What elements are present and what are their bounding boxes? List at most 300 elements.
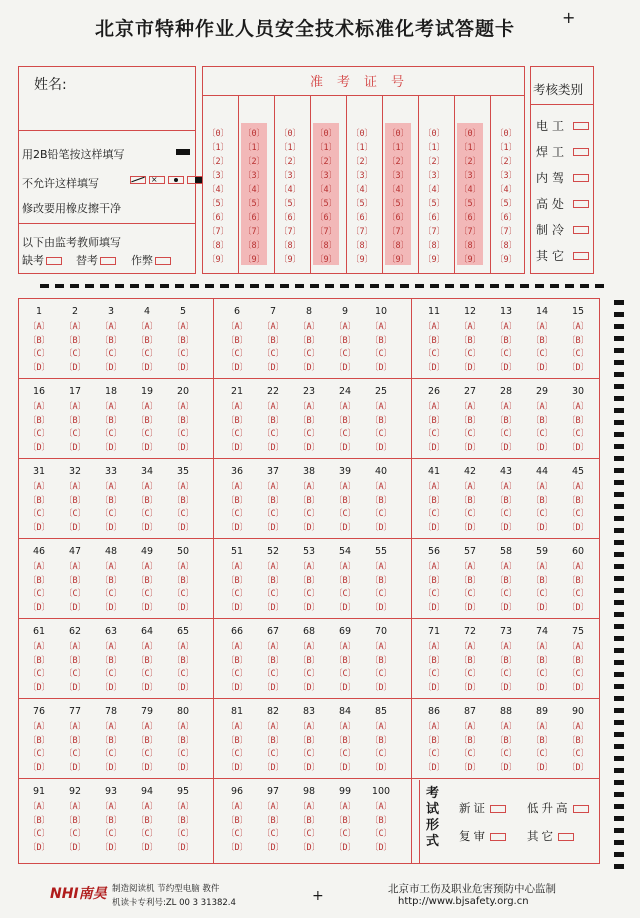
answer-bubble[interactable]: 〔C〕 (171, 829, 195, 839)
answer-bubble[interactable]: 〔C〕 (333, 349, 357, 359)
exam-id-digit-bubble[interactable]: 〔1〕 (350, 143, 374, 153)
category-bubble[interactable] (573, 122, 589, 130)
answer-bubble[interactable]: 〔C〕 (422, 669, 446, 679)
exam-id-digit-bubble[interactable]: 〔6〕 (458, 213, 482, 223)
answer-bubble[interactable]: 〔B〕 (171, 655, 195, 666)
answer-bubble[interactable]: 〔B〕 (135, 735, 159, 746)
exam-id-digit-bubble[interactable]: 〔7〕 (242, 227, 266, 237)
answer-bubble[interactable]: 〔B〕 (225, 335, 249, 346)
exam-id-digit-bubble[interactable]: 〔4〕 (386, 185, 410, 195)
answer-bubble[interactable]: 〔B〕 (530, 335, 554, 346)
answer-bubble[interactable]: 〔C〕 (566, 669, 590, 679)
answer-bubble[interactable]: 〔A〕 (171, 642, 195, 652)
exam-id-digit-bubble[interactable]: 〔6〕 (206, 213, 230, 223)
answer-bubble[interactable]: 〔A〕 (261, 482, 285, 492)
answer-bubble[interactable]: 〔C〕 (458, 749, 482, 759)
answer-bubble[interactable]: 〔C〕 (225, 429, 249, 439)
exam-id-digit-bubble[interactable]: 〔3〕 (206, 171, 230, 181)
answer-bubble[interactable]: 〔C〕 (99, 829, 123, 839)
answer-bubble[interactable]: 〔A〕 (63, 562, 87, 572)
answer-bubble[interactable]: 〔A〕 (530, 642, 554, 652)
exam-id-digit-bubble[interactable]: 〔0〕 (242, 129, 266, 139)
answer-bubble[interactable]: 〔D〕 (369, 442, 393, 453)
answer-bubble[interactable]: 〔B〕 (494, 575, 518, 586)
exam-id-digit-bubble[interactable]: 〔3〕 (458, 171, 482, 181)
answer-bubble[interactable]: 〔C〕 (422, 349, 446, 359)
answer-bubble[interactable]: 〔B〕 (458, 495, 482, 506)
answer-bubble[interactable]: 〔A〕 (422, 562, 446, 572)
answer-bubble[interactable]: 〔B〕 (297, 335, 321, 346)
answer-bubble[interactable]: 〔D〕 (566, 522, 590, 533)
answer-bubble[interactable]: 〔D〕 (63, 682, 87, 693)
answer-bubble[interactable]: 〔D〕 (171, 842, 195, 853)
answer-bubble[interactable]: 〔A〕 (297, 322, 321, 332)
exam-id-digit-bubble[interactable]: 〔2〕 (242, 157, 266, 167)
answer-bubble[interactable]: 〔C〕 (99, 669, 123, 679)
answer-bubble[interactable]: 〔A〕 (494, 562, 518, 572)
answer-bubble[interactable]: 〔A〕 (458, 482, 482, 492)
answer-bubble[interactable]: 〔D〕 (422, 762, 446, 773)
answer-bubble[interactable]: 〔A〕 (99, 562, 123, 572)
exam-id-digit-bubble[interactable]: 〔1〕 (314, 143, 338, 153)
bubble[interactable] (46, 257, 62, 265)
answer-bubble[interactable]: 〔D〕 (171, 362, 195, 373)
answer-bubble[interactable]: 〔A〕 (333, 722, 357, 732)
answer-bubble[interactable]: 〔C〕 (171, 509, 195, 519)
answer-bubble[interactable]: 〔B〕 (566, 735, 590, 746)
exam-id-digit-bubble[interactable]: 〔9〕 (350, 255, 374, 265)
answer-bubble[interactable]: 〔B〕 (261, 735, 285, 746)
answer-bubble[interactable]: 〔D〕 (297, 762, 321, 773)
answer-bubble[interactable]: 〔C〕 (27, 509, 51, 519)
answer-bubble[interactable]: 〔C〕 (27, 349, 51, 359)
answer-bubble[interactable]: 〔A〕 (369, 482, 393, 492)
answer-bubble[interactable]: 〔B〕 (369, 415, 393, 426)
exam-id-digit-bubble[interactable]: 〔7〕 (278, 227, 302, 237)
answer-bubble[interactable]: 〔D〕 (63, 842, 87, 853)
exam-id-digit-bubble[interactable]: 〔7〕 (206, 227, 230, 237)
answer-bubble[interactable]: 〔B〕 (422, 335, 446, 346)
answer-bubble[interactable]: 〔C〕 (494, 429, 518, 439)
answer-bubble[interactable]: 〔B〕 (458, 335, 482, 346)
answer-bubble[interactable]: 〔B〕 (261, 815, 285, 826)
exam-id-digit-bubble[interactable]: 〔9〕 (386, 255, 410, 265)
answer-bubble[interactable]: 〔D〕 (297, 602, 321, 613)
exam-id-digit-bubble[interactable]: 〔8〕 (206, 241, 230, 251)
answer-bubble[interactable]: 〔B〕 (333, 495, 357, 506)
answer-bubble[interactable]: 〔A〕 (333, 402, 357, 412)
answer-bubble[interactable]: 〔A〕 (422, 722, 446, 732)
answer-bubble[interactable]: 〔A〕 (135, 402, 159, 412)
answer-bubble[interactable]: 〔B〕 (458, 735, 482, 746)
exam-id-digit-bubble[interactable]: 〔5〕 (458, 199, 482, 209)
answer-bubble[interactable]: 〔C〕 (261, 589, 285, 599)
answer-bubble[interactable]: 〔B〕 (27, 575, 51, 586)
answer-bubble[interactable]: 〔B〕 (63, 655, 87, 666)
answer-bubble[interactable]: 〔A〕 (297, 642, 321, 652)
answer-bubble[interactable]: 〔C〕 (458, 429, 482, 439)
answer-bubble[interactable]: 〔A〕 (422, 642, 446, 652)
answer-bubble[interactable]: 〔D〕 (494, 522, 518, 533)
answer-bubble[interactable]: 〔B〕 (171, 575, 195, 586)
answer-bubble[interactable]: 〔B〕 (369, 495, 393, 506)
answer-bubble[interactable]: 〔C〕 (297, 429, 321, 439)
answer-bubble[interactable]: 〔A〕 (171, 482, 195, 492)
answer-bubble[interactable]: 〔D〕 (494, 442, 518, 453)
answer-bubble[interactable]: 〔D〕 (566, 442, 590, 453)
answer-bubble[interactable]: 〔C〕 (225, 509, 249, 519)
answer-bubble[interactable]: 〔B〕 (422, 495, 446, 506)
answer-bubble[interactable]: 〔A〕 (261, 322, 285, 332)
answer-bubble[interactable]: 〔D〕 (333, 442, 357, 453)
exam-id-digit-bubble[interactable]: 〔5〕 (278, 199, 302, 209)
answer-bubble[interactable]: 〔B〕 (422, 735, 446, 746)
answer-bubble[interactable]: 〔B〕 (369, 655, 393, 666)
answer-bubble[interactable]: 〔D〕 (225, 602, 249, 613)
answer-bubble[interactable]: 〔B〕 (27, 495, 51, 506)
answer-bubble[interactable]: 〔A〕 (369, 722, 393, 732)
answer-bubble[interactable]: 〔D〕 (369, 362, 393, 373)
answer-bubble[interactable]: 〔B〕 (494, 415, 518, 426)
exam-id-digit-bubble[interactable]: 〔3〕 (422, 171, 446, 181)
answer-bubble[interactable]: 〔A〕 (99, 722, 123, 732)
answer-bubble[interactable]: 〔C〕 (530, 669, 554, 679)
answer-bubble[interactable]: 〔A〕 (369, 802, 393, 812)
answer-bubble[interactable]: 〔A〕 (63, 722, 87, 732)
answer-bubble[interactable]: 〔A〕 (99, 322, 123, 332)
answer-bubble[interactable]: 〔C〕 (458, 509, 482, 519)
answer-bubble[interactable]: 〔C〕 (63, 749, 87, 759)
answer-bubble[interactable]: 〔C〕 (297, 589, 321, 599)
answer-bubble[interactable]: 〔B〕 (261, 415, 285, 426)
category-bubble[interactable] (573, 200, 589, 208)
exam-id-digit-bubble[interactable]: 〔8〕 (494, 241, 518, 251)
bubble[interactable] (155, 257, 171, 265)
answer-bubble[interactable]: 〔D〕 (494, 762, 518, 773)
answer-bubble[interactable]: 〔B〕 (297, 495, 321, 506)
answer-bubble[interactable]: 〔A〕 (171, 322, 195, 332)
answer-bubble[interactable]: 〔D〕 (261, 842, 285, 853)
exam-id-digit-bubble[interactable]: 〔0〕 (206, 129, 230, 139)
answer-bubble[interactable]: 〔A〕 (63, 402, 87, 412)
exam-id-digit-bubble[interactable]: 〔1〕 (278, 143, 302, 153)
answer-bubble[interactable]: 〔A〕 (369, 562, 393, 572)
answer-bubble[interactable]: 〔B〕 (99, 575, 123, 586)
answer-bubble[interactable]: 〔D〕 (63, 362, 87, 373)
answer-bubble[interactable]: 〔B〕 (333, 575, 357, 586)
answer-bubble[interactable]: 〔C〕 (225, 669, 249, 679)
answer-bubble[interactable]: 〔B〕 (530, 575, 554, 586)
answer-bubble[interactable]: 〔C〕 (422, 589, 446, 599)
answer-bubble[interactable]: 〔A〕 (297, 562, 321, 572)
answer-bubble[interactable]: 〔A〕 (225, 642, 249, 652)
answer-bubble[interactable]: 〔A〕 (225, 402, 249, 412)
answer-bubble[interactable]: 〔B〕 (566, 415, 590, 426)
answer-bubble[interactable]: 〔A〕 (27, 482, 51, 492)
answer-bubble[interactable]: 〔C〕 (261, 349, 285, 359)
answer-bubble[interactable]: 〔D〕 (333, 762, 357, 773)
answer-bubble[interactable]: 〔A〕 (135, 722, 159, 732)
answer-bubble[interactable]: 〔B〕 (27, 335, 51, 346)
answer-bubble[interactable]: 〔B〕 (494, 335, 518, 346)
answer-bubble[interactable]: 〔C〕 (333, 749, 357, 759)
exam-id-digit-bubble[interactable]: 〔8〕 (242, 241, 266, 251)
answer-bubble[interactable]: 〔A〕 (63, 642, 87, 652)
exam-id-digit-bubble[interactable]: 〔1〕 (422, 143, 446, 153)
answer-bubble[interactable]: 〔B〕 (369, 735, 393, 746)
answer-bubble[interactable]: 〔A〕 (530, 402, 554, 412)
exam-id-digit-bubble[interactable]: 〔2〕 (206, 157, 230, 167)
answer-bubble[interactable]: 〔B〕 (369, 815, 393, 826)
answer-bubble[interactable]: 〔D〕 (135, 762, 159, 773)
answer-bubble[interactable]: 〔D〕 (99, 762, 123, 773)
exam-id-digit-bubble[interactable]: 〔5〕 (386, 199, 410, 209)
answer-bubble[interactable]: 〔B〕 (225, 575, 249, 586)
answer-bubble[interactable]: 〔C〕 (225, 349, 249, 359)
answer-bubble[interactable]: 〔B〕 (566, 495, 590, 506)
answer-bubble[interactable]: 〔D〕 (369, 762, 393, 773)
answer-bubble[interactable]: 〔D〕 (99, 522, 123, 533)
answer-bubble[interactable]: 〔A〕 (566, 562, 590, 572)
answer-bubble[interactable]: 〔A〕 (530, 322, 554, 332)
exam-id-digit-bubble[interactable]: 〔7〕 (458, 227, 482, 237)
answer-bubble[interactable]: 〔C〕 (99, 509, 123, 519)
answer-bubble[interactable]: 〔A〕 (171, 562, 195, 572)
answer-bubble[interactable]: 〔D〕 (63, 602, 87, 613)
answer-bubble[interactable]: 〔A〕 (458, 642, 482, 652)
answer-bubble[interactable]: 〔A〕 (99, 482, 123, 492)
answer-bubble[interactable]: 〔A〕 (225, 802, 249, 812)
answer-bubble[interactable]: 〔D〕 (171, 602, 195, 613)
answer-bubble[interactable]: 〔B〕 (333, 415, 357, 426)
answer-bubble[interactable]: 〔C〕 (494, 669, 518, 679)
form-option-other[interactable] (527, 828, 574, 844)
answer-bubble[interactable]: 〔A〕 (494, 722, 518, 732)
answer-bubble[interactable]: 〔A〕 (261, 802, 285, 812)
proctor-option-cheating[interactable] (131, 252, 171, 268)
answer-bubble[interactable]: 〔C〕 (27, 669, 51, 679)
answer-bubble[interactable]: 〔D〕 (369, 682, 393, 693)
answer-bubble[interactable]: 〔D〕 (27, 602, 51, 613)
answer-bubble[interactable]: 〔A〕 (297, 802, 321, 812)
answer-bubble[interactable]: 〔D〕 (297, 362, 321, 373)
answer-bubble[interactable]: 〔A〕 (261, 562, 285, 572)
answer-bubble[interactable]: 〔D〕 (297, 682, 321, 693)
answer-bubble[interactable]: 〔B〕 (63, 415, 87, 426)
exam-id-digit-bubble[interactable]: 〔6〕 (350, 213, 374, 223)
answer-bubble[interactable]: 〔B〕 (99, 335, 123, 346)
answer-bubble[interactable]: 〔B〕 (530, 735, 554, 746)
answer-bubble[interactable]: 〔C〕 (566, 509, 590, 519)
exam-id-digit-bubble[interactable]: 〔3〕 (386, 171, 410, 181)
answer-bubble[interactable]: 〔D〕 (135, 362, 159, 373)
answer-bubble[interactable]: 〔C〕 (297, 749, 321, 759)
answer-bubble[interactable]: 〔C〕 (422, 749, 446, 759)
category-bubble[interactable] (573, 252, 589, 260)
answer-bubble[interactable]: 〔A〕 (99, 802, 123, 812)
exam-id-digit-bubble[interactable]: 〔6〕 (314, 213, 338, 223)
answer-bubble[interactable]: 〔C〕 (333, 589, 357, 599)
answer-bubble[interactable]: 〔A〕 (333, 642, 357, 652)
exam-id-digit-bubble[interactable]: 〔4〕 (494, 185, 518, 195)
answer-bubble[interactable]: 〔C〕 (261, 749, 285, 759)
answer-bubble[interactable]: 〔B〕 (297, 575, 321, 586)
answer-bubble[interactable]: 〔C〕 (333, 429, 357, 439)
answer-bubble[interactable]: 〔A〕 (566, 642, 590, 652)
answer-bubble[interactable]: 〔D〕 (171, 682, 195, 693)
answer-bubble[interactable]: 〔C〕 (63, 429, 87, 439)
answer-bubble[interactable]: 〔C〕 (171, 349, 195, 359)
answer-bubble[interactable]: 〔B〕 (63, 575, 87, 586)
answer-bubble[interactable]: 〔D〕 (261, 362, 285, 373)
answer-bubble[interactable]: 〔B〕 (135, 655, 159, 666)
answer-bubble[interactable]: 〔A〕 (494, 402, 518, 412)
answer-bubble[interactable]: 〔A〕 (333, 802, 357, 812)
exam-id-digit-bubble[interactable]: 〔8〕 (422, 241, 446, 251)
answer-bubble[interactable]: 〔C〕 (63, 669, 87, 679)
answer-bubble[interactable]: 〔B〕 (530, 415, 554, 426)
exam-id-digit-bubble[interactable]: 〔2〕 (494, 157, 518, 167)
answer-bubble[interactable]: 〔D〕 (333, 362, 357, 373)
answer-bubble[interactable]: 〔A〕 (27, 402, 51, 412)
answer-bubble[interactable]: 〔A〕 (333, 562, 357, 572)
answer-bubble[interactable]: 〔D〕 (530, 362, 554, 373)
answer-bubble[interactable]: 〔D〕 (261, 682, 285, 693)
answer-bubble[interactable]: 〔C〕 (99, 589, 123, 599)
answer-bubble[interactable]: 〔D〕 (458, 362, 482, 373)
proctor-option-substitute[interactable] (76, 252, 116, 268)
answer-bubble[interactable]: 〔C〕 (225, 829, 249, 839)
answer-bubble[interactable]: 〔B〕 (99, 415, 123, 426)
answer-bubble[interactable]: 〔A〕 (566, 322, 590, 332)
answer-bubble[interactable]: 〔B〕 (333, 655, 357, 666)
exam-id-digit-bubble[interactable]: 〔0〕 (278, 129, 302, 139)
answer-bubble[interactable]: 〔A〕 (225, 722, 249, 732)
answer-bubble[interactable]: 〔C〕 (530, 509, 554, 519)
answer-bubble[interactable]: 〔C〕 (494, 589, 518, 599)
answer-bubble[interactable]: 〔B〕 (422, 575, 446, 586)
answer-bubble[interactable]: 〔C〕 (333, 829, 357, 839)
answer-bubble[interactable]: 〔B〕 (171, 815, 195, 826)
answer-bubble[interactable]: 〔B〕 (422, 415, 446, 426)
answer-bubble[interactable]: 〔C〕 (171, 669, 195, 679)
answer-bubble[interactable]: 〔C〕 (422, 509, 446, 519)
answer-bubble[interactable]: 〔C〕 (530, 429, 554, 439)
answer-bubble[interactable]: 〔C〕 (135, 589, 159, 599)
answer-bubble[interactable]: 〔C〕 (566, 749, 590, 759)
answer-bubble[interactable]: 〔C〕 (27, 429, 51, 439)
answer-bubble[interactable]: 〔D〕 (530, 602, 554, 613)
answer-bubble[interactable]: 〔C〕 (566, 349, 590, 359)
exam-id-digit-bubble[interactable]: 〔4〕 (350, 185, 374, 195)
bubble[interactable] (558, 833, 574, 841)
exam-id-digit-bubble[interactable]: 〔8〕 (278, 241, 302, 251)
exam-id-digit-bubble[interactable]: 〔1〕 (386, 143, 410, 153)
answer-bubble[interactable]: 〔C〕 (530, 349, 554, 359)
answer-bubble[interactable]: 〔D〕 (566, 362, 590, 373)
exam-id-digit-bubble[interactable]: 〔2〕 (386, 157, 410, 167)
exam-id-digit-bubble[interactable]: 〔6〕 (278, 213, 302, 223)
answer-bubble[interactable]: 〔C〕 (63, 349, 87, 359)
answer-bubble[interactable]: 〔B〕 (99, 735, 123, 746)
answer-bubble[interactable]: 〔B〕 (171, 415, 195, 426)
answer-bubble[interactable]: 〔B〕 (225, 815, 249, 826)
answer-bubble[interactable]: 〔C〕 (333, 669, 357, 679)
answer-bubble[interactable]: 〔B〕 (333, 335, 357, 346)
answer-bubble[interactable]: 〔A〕 (135, 322, 159, 332)
answer-bubble[interactable]: 〔D〕 (261, 602, 285, 613)
answer-bubble[interactable]: 〔D〕 (530, 442, 554, 453)
answer-bubble[interactable]: 〔B〕 (27, 415, 51, 426)
answer-bubble[interactable]: 〔B〕 (422, 655, 446, 666)
answer-bubble[interactable]: 〔D〕 (63, 522, 87, 533)
answer-bubble[interactable]: 〔D〕 (422, 442, 446, 453)
answer-bubble[interactable]: 〔B〕 (458, 655, 482, 666)
answer-bubble[interactable]: 〔C〕 (530, 589, 554, 599)
answer-bubble[interactable]: 〔B〕 (225, 415, 249, 426)
answer-bubble[interactable]: 〔B〕 (135, 335, 159, 346)
category-bubble[interactable] (573, 148, 589, 156)
answer-bubble[interactable]: 〔D〕 (494, 602, 518, 613)
answer-bubble[interactable]: 〔C〕 (225, 749, 249, 759)
answer-bubble[interactable]: 〔B〕 (297, 655, 321, 666)
exam-id-digit-bubble[interactable]: 〔3〕 (350, 171, 374, 181)
exam-id-digit-bubble[interactable]: 〔9〕 (494, 255, 518, 265)
exam-id-digit-bubble[interactable]: 〔6〕 (386, 213, 410, 223)
answer-bubble[interactable]: 〔B〕 (494, 495, 518, 506)
answer-bubble[interactable]: 〔B〕 (333, 815, 357, 826)
exam-id-digit-bubble[interactable]: 〔0〕 (458, 129, 482, 139)
answer-bubble[interactable]: 〔A〕 (566, 482, 590, 492)
answer-bubble[interactable]: 〔A〕 (458, 562, 482, 572)
exam-id-digit-bubble[interactable]: 〔9〕 (206, 255, 230, 265)
answer-bubble[interactable]: 〔A〕 (171, 722, 195, 732)
answer-bubble[interactable]: 〔D〕 (530, 682, 554, 693)
answer-bubble[interactable]: 〔B〕 (458, 575, 482, 586)
answer-bubble[interactable]: 〔B〕 (135, 495, 159, 506)
answer-bubble[interactable]: 〔B〕 (297, 415, 321, 426)
answer-bubble[interactable]: 〔D〕 (63, 442, 87, 453)
answer-bubble[interactable]: 〔A〕 (297, 482, 321, 492)
bubble[interactable] (100, 257, 116, 265)
proctor-option-absent[interactable] (22, 252, 62, 268)
answer-bubble[interactable]: 〔C〕 (171, 589, 195, 599)
answer-bubble[interactable]: 〔B〕 (171, 495, 195, 506)
exam-id-digit-bubble[interactable]: 〔0〕 (350, 129, 374, 139)
answer-bubble[interactable]: 〔C〕 (99, 429, 123, 439)
exam-id-digit-bubble[interactable]: 〔9〕 (422, 255, 446, 265)
answer-bubble[interactable]: 〔D〕 (261, 442, 285, 453)
answer-bubble[interactable]: 〔D〕 (135, 522, 159, 533)
answer-bubble[interactable]: 〔D〕 (27, 442, 51, 453)
answer-bubble[interactable]: 〔A〕 (494, 482, 518, 492)
answer-bubble[interactable]: 〔B〕 (63, 495, 87, 506)
exam-id-digit-bubble[interactable]: 〔9〕 (242, 255, 266, 265)
answer-bubble[interactable]: 〔B〕 (530, 655, 554, 666)
answer-bubble[interactable]: 〔D〕 (494, 362, 518, 373)
answer-bubble[interactable]: 〔A〕 (99, 402, 123, 412)
answer-bubble[interactable]: 〔B〕 (333, 735, 357, 746)
answer-bubble[interactable]: 〔D〕 (458, 682, 482, 693)
answer-bubble[interactable]: 〔A〕 (225, 562, 249, 572)
exam-id-digit-bubble[interactable]: 〔4〕 (278, 185, 302, 195)
answer-bubble[interactable]: 〔A〕 (27, 802, 51, 812)
answer-bubble[interactable]: 〔B〕 (99, 495, 123, 506)
answer-bubble[interactable]: 〔C〕 (135, 349, 159, 359)
exam-id-digit-bubble[interactable]: 〔3〕 (278, 171, 302, 181)
answer-bubble[interactable]: 〔B〕 (135, 415, 159, 426)
answer-bubble[interactable]: 〔A〕 (422, 482, 446, 492)
